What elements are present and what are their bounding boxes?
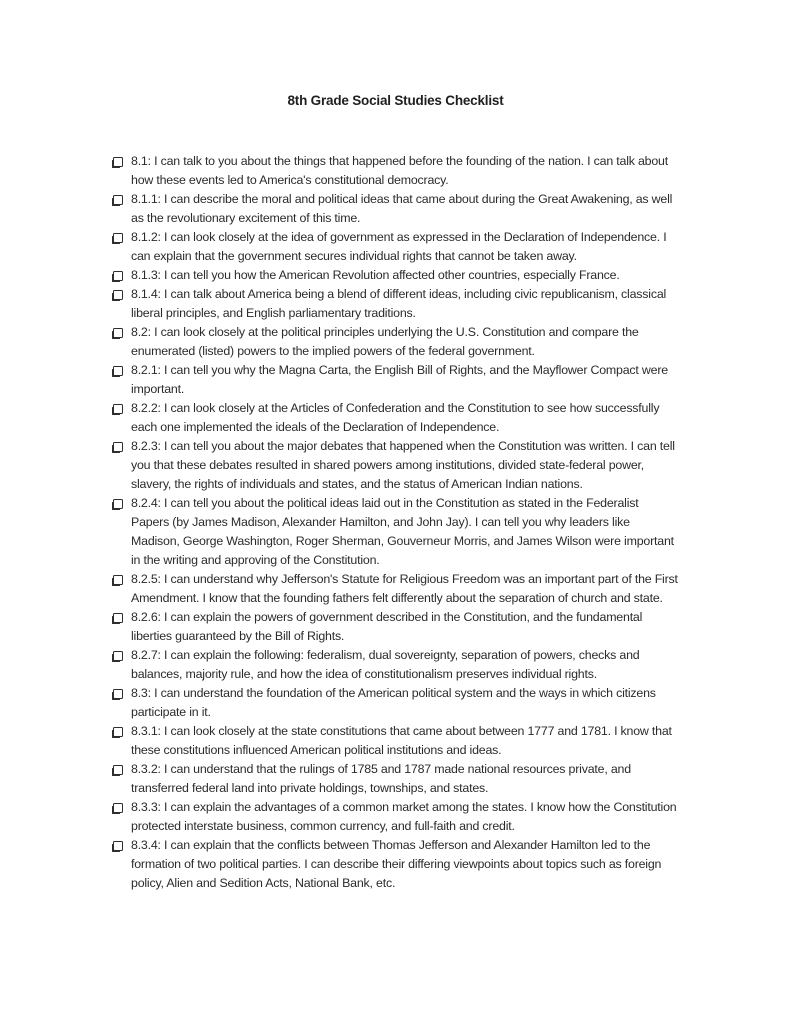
checklist-item	[113, 437, 679, 494]
checklist-item	[113, 760, 679, 798]
checklist-item-text: 8.1.2: I can look closely at the idea of government as expressed in the Declaration of Independence. I can explain that the government secures individual rights that cannot be taken away.	[131, 230, 667, 263]
checklist-item-text: 8.3.4: I can explain that the conflicts between Thomas Jefferson and Alexander Hamilton led to the formation of two political parties. I can describe their differing viewpoints about topics such as foreign policy, Alien and Sedition Acts, National Bank, etc.	[131, 838, 662, 890]
checkbox-icon	[113, 499, 123, 509]
checkbox-icon	[113, 328, 123, 338]
checklist-item-text: 8.3.3: I can explain the advantages of a common market among the states. I know how the Constitution protected interstate business, common currency, and full-faith and credit.	[131, 800, 677, 833]
checklist-item	[113, 608, 679, 646]
checkbox-icon	[113, 271, 123, 281]
checklist-item	[113, 285, 679, 323]
checkbox-icon	[113, 651, 123, 661]
checkbox-icon	[113, 442, 123, 452]
checkbox-icon	[113, 613, 123, 623]
checkbox-icon	[113, 575, 123, 585]
checkbox-icon	[113, 404, 123, 414]
checkbox-icon	[113, 727, 123, 737]
checkbox-icon	[113, 366, 123, 376]
checklist-item	[113, 836, 679, 893]
checklist-item	[113, 798, 679, 836]
checkbox-icon	[113, 689, 123, 699]
checklist-item-text: 8.2.4: I can tell you about the political ideas laid out in the Constitution as stated in the Federalist Papers (by James Madison, Alexander Hamilton, and John Jay). I can tell you why leaders like Madison, George Washington, Roger Sherman, Gouverneur Morris, and James Wilson were important in the writing and approving of the Constitution.	[131, 496, 674, 567]
checkbox-icon	[113, 765, 123, 775]
checklist-item-text: 8.2.5: I can understand why Jefferson's Statute for Religious Freedom was an important part of the First Amendment. I know that the founding fathers felt differently about the separation of church and state.	[131, 572, 678, 605]
checklist-item-text: 8.3: I can understand the foundation of the American political system and the ways in which citizens participate in it.	[131, 686, 656, 719]
checkbox-icon	[113, 841, 123, 851]
checkbox-icon	[113, 157, 123, 167]
checkbox-icon	[113, 290, 123, 300]
checklist-item-text: 8.1.4: I can talk about America being a blend of different ideas, including civic republicanism, classical liberal principles, and English parliamentary traditions.	[131, 287, 667, 320]
checklist-item	[113, 190, 679, 228]
checklist-item	[113, 266, 679, 285]
checklist-item-text: 8.1.1: I can describe the moral and political ideas that came about during the Great Awakening, as well as the revolutionary excitement of this time.	[131, 192, 673, 225]
checklist-item-text: 8.3.1: I can look closely at the state constitutions that came about between 1777 and 1781. I know that these constitutions influenced American political institutions and ideas.	[131, 724, 672, 757]
checklist-item	[113, 228, 679, 266]
checklist-item	[113, 646, 679, 684]
checklist-item	[113, 570, 679, 608]
checklist-item-text: 8.3.2: I can understand that the rulings of 1785 and 1787 made national resources private, and transferred federal land into private holdings, townships, and states.	[131, 762, 631, 795]
checklist-item-text: 8.2.6: I can explain the powers of government described in the Constitution, and the fundamental liberties guaranteed by the Bill of Rights.	[131, 610, 643, 643]
checkbox-icon	[113, 233, 123, 243]
checklist-item	[113, 722, 679, 760]
checklist-item-text: 8.1: I can talk to you about the things that happened before the founding of the nation. I can talk about how these events led to America's constitutional democracy.	[131, 154, 668, 187]
checklist-item	[113, 494, 679, 570]
checkbox-icon	[113, 803, 123, 813]
checklist-item	[113, 399, 679, 437]
checkbox-icon	[113, 195, 123, 205]
checklist-item	[113, 684, 679, 722]
checklist-item-text: 8.2.7: I can explain the following: federalism, dual sovereignty, separation of powers, checks and balances, majority rule, and how the idea of constitutionalism preserves individual rights.	[131, 648, 640, 681]
checklist-item-text: 8.1.3: I can tell you how the American Revolution affected other countries, especially France.	[131, 268, 620, 282]
checklist-item	[113, 361, 679, 399]
checklist-item	[113, 152, 679, 190]
checklist-item-text: 8.2.1: I can tell you why the Magna Carta, the English Bill of Rights, and the Mayflower Compact were important.	[131, 363, 668, 396]
checklist-item-text: 8.2.2: I can look closely at the Articles of Confederation and the Constitution to see how successfully each one implemented the ideals of the Declaration of Independence.	[131, 401, 660, 434]
checklist	[113, 152, 679, 893]
checklist-item-text: 8.2.3: I can tell you about the major debates that happened when the Constitution was written. I can tell you that these debates resulted in shared powers among institutions, divided state-federal power, slavery, the rights of individuals and states, and the status of American Indian nations.	[131, 439, 675, 491]
checklist-item-text: 8.2: I can look closely at the political principles underlying the U.S. Constitution and compare the enumerated (listed) powers to the implied powers of the federal government.	[131, 325, 639, 358]
document-title: 8th Grade Social Studies Checklist	[287, 93, 504, 108]
checklist-item	[113, 323, 679, 361]
